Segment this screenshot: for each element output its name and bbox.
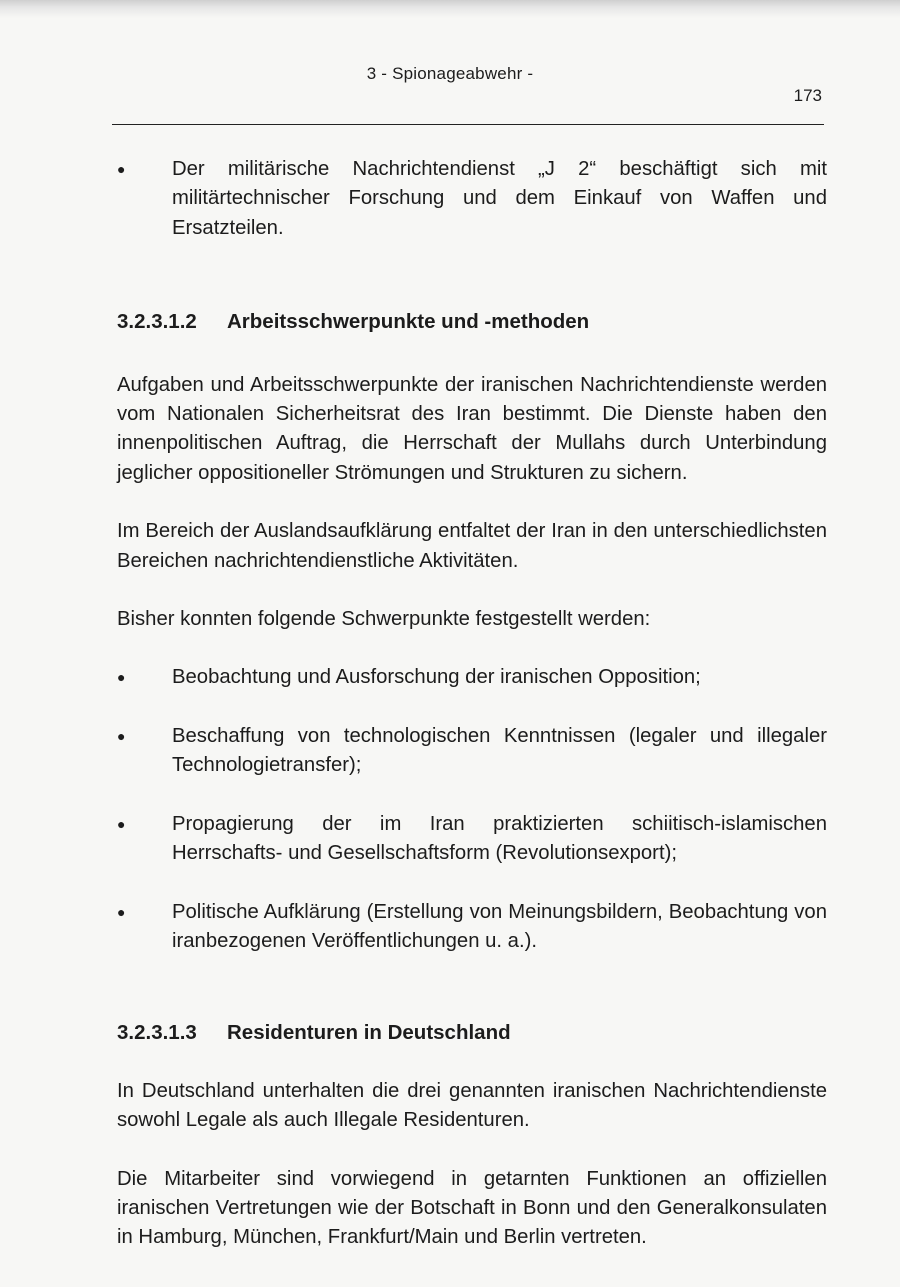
section-number: 3.2.3.1.2	[117, 310, 197, 334]
bullet-icon: ●	[117, 815, 126, 832]
page-body	[117, 155, 827, 1253]
section-number: 3.2.3.1.3	[117, 1021, 197, 1045]
list-item	[117, 810, 827, 869]
paragraph: In Deutschland unterhalten die drei genannten iranischen Nachrichtendienste sowohl Legale als auch Illegale Residenturen.	[117, 1079, 827, 1132]
paragraph: Die Mitarbeiter sind vorwiegend in getarnten Funktionen an offiziellen iranischen Vertretungen wie der Botschaft in Bonn und den Generalkonsulaten in Hamburg, München, Frankfurt/Main und Berlin vertreten.	[117, 1167, 827, 1249]
paragraph: Aufgaben und Arbeitsschwerpunkte der iranischen Nachrichtendienste werden vom Nationalen Sicherheitsrat des Iran bestimmt. Die Dienste haben den innenpolitischen Auftrag, die Herrschaft der Mullahs durch Unterbindung jeglicher oppositioneller Strömungen und Strukturen zu sichern.	[117, 373, 827, 484]
list-item-text: Beschaffung von technologischen Kenntnissen (legaler und illegaler Technologietransfer);	[172, 724, 827, 777]
list-item	[117, 155, 827, 243]
section-heading-residenturen	[117, 1018, 827, 1047]
header-divider	[112, 124, 824, 125]
list-item-text: Propagierung der im Iran praktizierten schiitisch-islamischen Herrschafts- und Gesellschaftsform (Revolutionsexport);	[172, 812, 827, 865]
bullet-icon: ●	[117, 669, 126, 686]
list-item-text: Politische Aufklärung (Erstellung von Meinungsbildern, Beobachtung von iranbezogenen Veröffentlichungen u. a.).	[172, 900, 827, 952]
list-item	[117, 722, 827, 781]
paragraph: Bisher konnten folgende Schwerpunkte festgestellt werden:	[117, 608, 651, 631]
page-number: 173	[793, 86, 822, 105]
bullet-icon: ●	[117, 903, 126, 920]
list-item	[117, 898, 827, 957]
list-item-text: Der militärische Nachrichtendienst „J 2“ beschäftigt sich mit militärtechnischer Forschung und dem Einkauf von Waffen und Ersatzteilen.	[172, 158, 827, 239]
bullet-icon: ●	[117, 161, 126, 177]
bullet-icon: ●	[117, 727, 126, 744]
list-item-text: Beobachtung und Ausforschung der iranischen Opposition;	[172, 666, 701, 689]
running-header-title: 3 - Spionageabwehr -	[366, 64, 534, 83]
section-title: Arbeitsschwerpunkte und -methoden	[227, 310, 590, 334]
section-title: Residenturen in Deutschland	[227, 1021, 511, 1045]
section-heading-arbeitsschwerpunkte	[117, 307, 827, 336]
paragraph: Im Bereich der Auslandsaufklärung entfaltet der Iran in den unterschiedlichsten Bereichen nachrichtendienstliche Aktivitäten.	[117, 520, 827, 572]
list-item	[117, 663, 827, 692]
